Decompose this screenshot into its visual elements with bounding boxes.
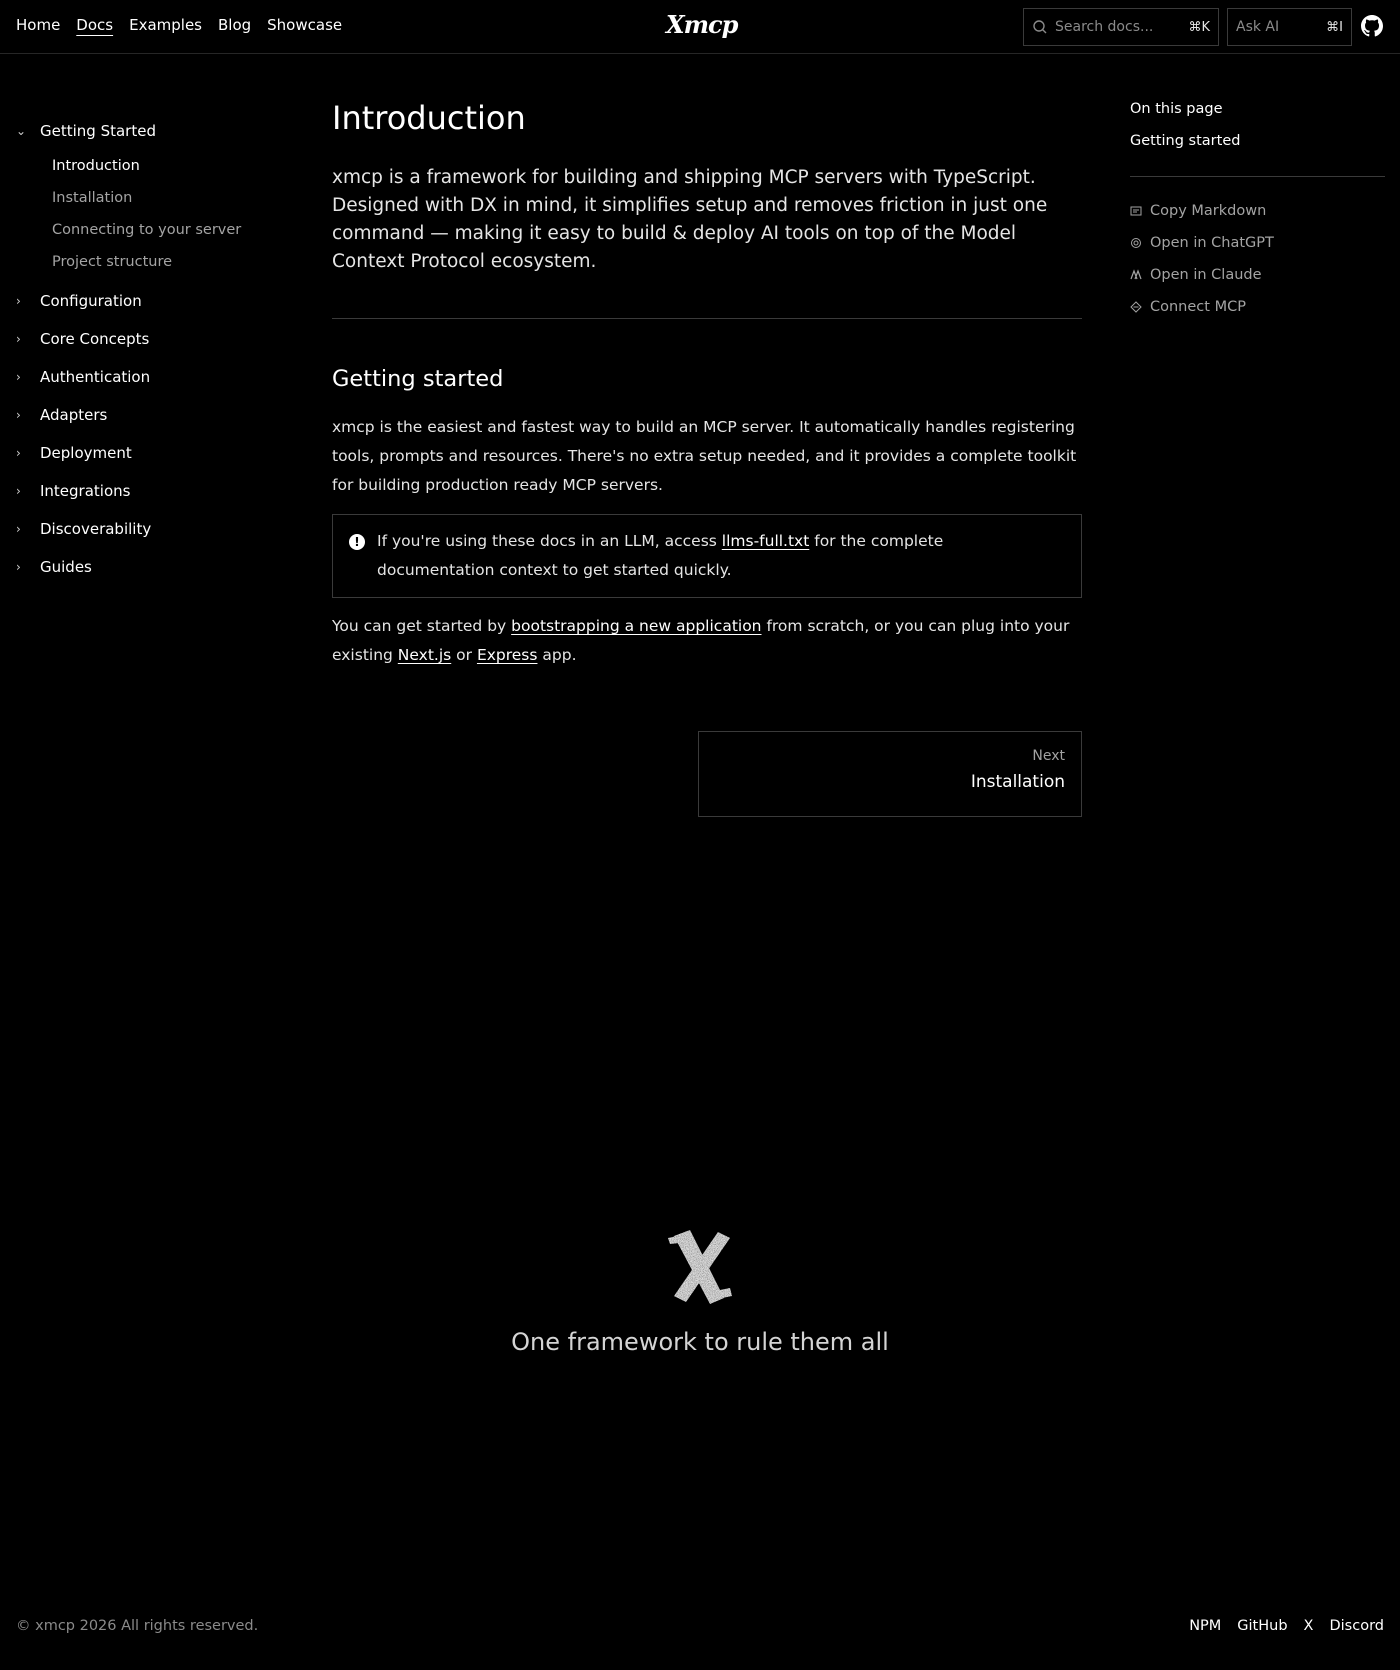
bootstrapping-link[interactable]: bootstrapping a new application: [511, 617, 762, 635]
chevron-right-icon: ›: [16, 408, 21, 422]
sidebar-group-guides[interactable]: [16, 548, 286, 586]
chevron-right-icon: ›: [16, 522, 21, 536]
intro-paragraph: xmcp is the easiest and fastest way to build an MCP server. It automatically handles registering tools, prompts and resources. There's no extra setup needed, and it provides a complete toolkit for building production ready MCP servers.: [332, 418, 1077, 494]
nav-blog[interactable]: Blog: [217, 16, 252, 34]
ask-ai-label: Ask AI: [1236, 19, 1280, 35]
hero-tagline: One framework to rule them all: [511, 1328, 889, 1356]
sidebar-group-label: Authentication: [40, 368, 151, 386]
sidebar-group-label: Core Concepts: [40, 330, 150, 348]
llms-full-link[interactable]: llms-full.txt: [721, 532, 810, 550]
chevron-right-icon: ›: [16, 446, 21, 460]
top-header: [0, 0, 1400, 54]
nav-docs[interactable]: Docs: [76, 16, 114, 34]
callout-text-after: for the complete documentation context to get started quickly.: [377, 532, 944, 579]
markdown-icon: [1130, 205, 1142, 217]
open-claude-button[interactable]: [1130, 259, 1385, 291]
toc-title: On this page: [1130, 101, 1223, 117]
next-label: Next: [1032, 748, 1065, 764]
sidebar-group-label: Deployment: [40, 444, 132, 462]
footer-link-discord[interactable]: Discord: [1329, 1618, 1384, 1634]
sidebar-group-getting-started[interactable]: [16, 112, 286, 150]
next-title: Installation: [970, 772, 1065, 792]
text: You can get started by: [332, 617, 512, 635]
callout-text: [377, 527, 1065, 585]
docs-sidebar: [16, 112, 286, 586]
footer-link-x[interactable]: X: [1303, 1618, 1314, 1634]
next-page-card[interactable]: [698, 731, 1082, 817]
nav-showcase[interactable]: Showcase: [267, 16, 343, 34]
chatgpt-icon: [1130, 237, 1142, 249]
xmcp-x-logo-icon: [660, 1222, 740, 1310]
sidebar-group-core-concepts[interactable]: [16, 320, 286, 358]
toc-divider: [1130, 176, 1385, 177]
lead-paragraph: xmcp is a framework for building and shipping MCP servers with TypeScript. Designed with DX in mind, it simplifies setup and removes friction in just one command — making it easy to build & deploy AI tools on top of the Model Context Protocol ecosystem.: [332, 167, 1048, 272]
footer-link-github[interactable]: GitHub: [1237, 1618, 1288, 1634]
sidebar-group-authentication[interactable]: [16, 358, 286, 396]
sidebar-group-adapters[interactable]: [16, 396, 286, 434]
sidebar-item-project-structure[interactable]: Project structure: [52, 254, 173, 270]
section-heading: Getting started: [332, 366, 504, 392]
info-icon: !: [349, 534, 365, 550]
getting-started-paragraph: [332, 612, 1082, 670]
page-actions: [1130, 195, 1385, 323]
claude-icon: [1130, 269, 1142, 281]
connect-mcp-button[interactable]: [1130, 291, 1385, 323]
footer-link-npm[interactable]: NPM: [1189, 1618, 1222, 1634]
sidebar-group-configuration[interactable]: [16, 282, 286, 320]
sidebar-item-connecting[interactable]: Connecting to your server: [52, 222, 242, 238]
ask-ai-button[interactable]: [1227, 8, 1352, 46]
sidebar-group-label: Getting Started: [40, 122, 156, 140]
info-callout: [332, 514, 1082, 598]
chevron-right-icon: ›: [16, 484, 21, 498]
main-nav: [16, 16, 342, 34]
chevron-right-icon: ›: [16, 560, 21, 574]
chevron-right-icon: ›: [16, 370, 21, 384]
search-placeholder: Search docs...: [1055, 19, 1154, 35]
open-chatgpt-button[interactable]: [1130, 227, 1385, 259]
ask-ai-shortcut: ⌘I: [1326, 19, 1343, 35]
action-label: Connect MCP: [1150, 299, 1246, 315]
table-of-contents: [1130, 101, 1385, 323]
nav-examples[interactable]: Examples: [129, 16, 202, 34]
sidebar-group-label: Configuration: [40, 292, 142, 310]
nav-home[interactable]: Home: [16, 16, 61, 34]
footer-copyright: © xmcp 2026 All rights reserved.: [16, 1618, 259, 1634]
nextjs-link[interactable]: Next.js: [397, 646, 452, 664]
text: app.: [537, 646, 577, 664]
search-icon: [1032, 19, 1048, 35]
page-title: Introduction: [332, 99, 526, 137]
search-shortcut: ⌘K: [1188, 19, 1210, 35]
main-content: [332, 96, 1082, 792]
toc-entry-getting-started[interactable]: Getting started: [1130, 133, 1241, 149]
sidebar-item-installation[interactable]: Installation: [52, 190, 133, 206]
sidebar-group-discoverability[interactable]: [16, 510, 286, 548]
text: or: [451, 646, 477, 664]
search-button[interactable]: [1023, 8, 1219, 46]
express-link[interactable]: Express: [476, 646, 538, 664]
text: from scratch, or you can plug into your existing: [332, 617, 1070, 664]
action-label: Open in ChatGPT: [1150, 235, 1274, 251]
sidebar-group-label: Discoverability: [40, 520, 152, 538]
copy-markdown-button[interactable]: [1130, 195, 1385, 227]
divider: [332, 318, 1082, 319]
sidebar-subitems: [52, 150, 286, 278]
sidebar-group-label: Guides: [40, 558, 92, 576]
chevron-right-icon: ›: [16, 332, 21, 346]
action-label: Copy Markdown: [1150, 203, 1267, 219]
sidebar-group-label: Integrations: [40, 482, 131, 500]
github-icon[interactable]: [1361, 15, 1383, 37]
mcp-icon: [1130, 301, 1142, 313]
logo[interactable]: Xmcp: [666, 10, 738, 39]
footer-links: [1189, 1618, 1384, 1634]
sidebar-group-integrations[interactable]: [16, 472, 286, 510]
sidebar-item-introduction[interactable]: Introduction: [52, 158, 140, 174]
sidebar-group-label: Adapters: [40, 406, 108, 424]
action-label: Open in Claude: [1150, 267, 1262, 283]
chevron-right-icon: ›: [16, 294, 21, 308]
chevron-down-icon: ⌄: [16, 124, 27, 138]
callout-text-before: If you're using these docs in an LLM, access: [377, 532, 722, 550]
sidebar-group-deployment[interactable]: [16, 434, 286, 472]
